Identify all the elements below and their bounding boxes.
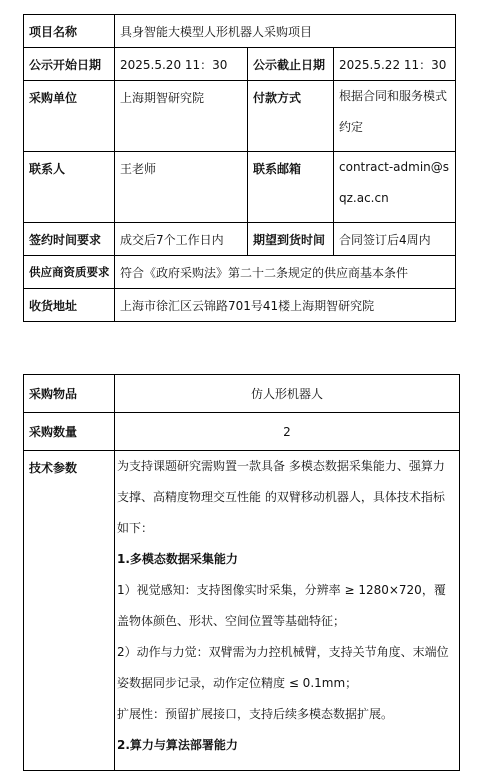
project-info-table <box>23 14 456 322</box>
item-label: 采购物品 <box>24 375 115 413</box>
address-label: 收货地址 <box>24 289 115 322</box>
row-supplier <box>24 256 456 289</box>
section2-title: 2.算力与算法部署能力 <box>117 738 238 752</box>
section1-title: 1.多模态数据采集能力 <box>117 552 238 566</box>
email-label: 联系邮箱 <box>248 152 334 223</box>
row-tech <box>24 451 460 771</box>
row-contact <box>24 152 456 223</box>
contact-value: 王老师 <box>115 152 248 223</box>
sign-time-value: 成交后7个工作日内 <box>115 223 248 256</box>
procurement-items-table <box>23 374 460 771</box>
delivery-value: 合同签订后4周内 <box>334 223 456 256</box>
email-value: contract-admin@sqz.ac.cn <box>334 152 456 223</box>
project-name-value: 具身智能大模型人形机器人采购项目 <box>115 15 456 48</box>
row-dates <box>24 48 456 81</box>
payment-value: 根据合同和服务模式约定 <box>334 81 456 152</box>
end-date-value: 2025.5.22 11：30 <box>334 48 456 81</box>
s1-item2: 2）动作与力觉：双臂需为力控机械臂，支持关节角度、末端位姿数据同步记录，动作定位精度 ≤ 0.1mm； <box>117 645 449 690</box>
tech-label: 技术参数 <box>24 451 115 771</box>
row-project-name <box>24 15 456 48</box>
tech-params <box>115 451 460 771</box>
tech-intro: 为支持课题研究需购置一款具备 多模态数据采集能力、强算力支撑、高精度物理交互性能 的双臂移动机器人，具体技术指标如下： <box>117 459 445 535</box>
purchaser-label: 采购单位 <box>24 81 115 152</box>
row-address <box>24 289 456 322</box>
payment-label: 付款方式 <box>248 81 334 152</box>
item-value: 仿人形机器人 <box>115 375 460 413</box>
row-item <box>24 375 460 413</box>
supplier-value: 符合《政府采购法》第二十二条规定的供应商基本条件 <box>115 256 456 289</box>
project-name-label: 项目名称 <box>24 15 115 48</box>
end-date-label: 公示截止日期 <box>248 48 334 81</box>
row-qty <box>24 413 460 451</box>
row-purchaser <box>24 81 456 152</box>
start-date-value: 2025.5.20 11：30 <box>115 48 248 81</box>
supplier-label: 供应商资质要求 <box>24 256 115 289</box>
purchaser-value: 上海期智研究院 <box>115 81 248 152</box>
start-date-label: 公示开始日期 <box>24 48 115 81</box>
row-sign-time <box>24 223 456 256</box>
address-value: 上海市徐汇区云锦路701号41楼上海期智研究院 <box>115 289 456 322</box>
qty-value: 2 <box>115 413 460 451</box>
delivery-label: 期望到货时间 <box>248 223 334 256</box>
contact-label: 联系人 <box>24 152 115 223</box>
s1-item1: 1）视觉感知：支持图像实时采集，分辨率 ≥ 1280×720，覆盖物体颜色、形状、空间位置等基础特征； <box>117 583 446 628</box>
sign-time-label: 签约时间要求 <box>24 223 115 256</box>
qty-label: 采购数量 <box>24 413 115 451</box>
s1-item3: 扩展性：预留扩展接口，支持后续多模态数据扩展。 <box>117 707 394 721</box>
